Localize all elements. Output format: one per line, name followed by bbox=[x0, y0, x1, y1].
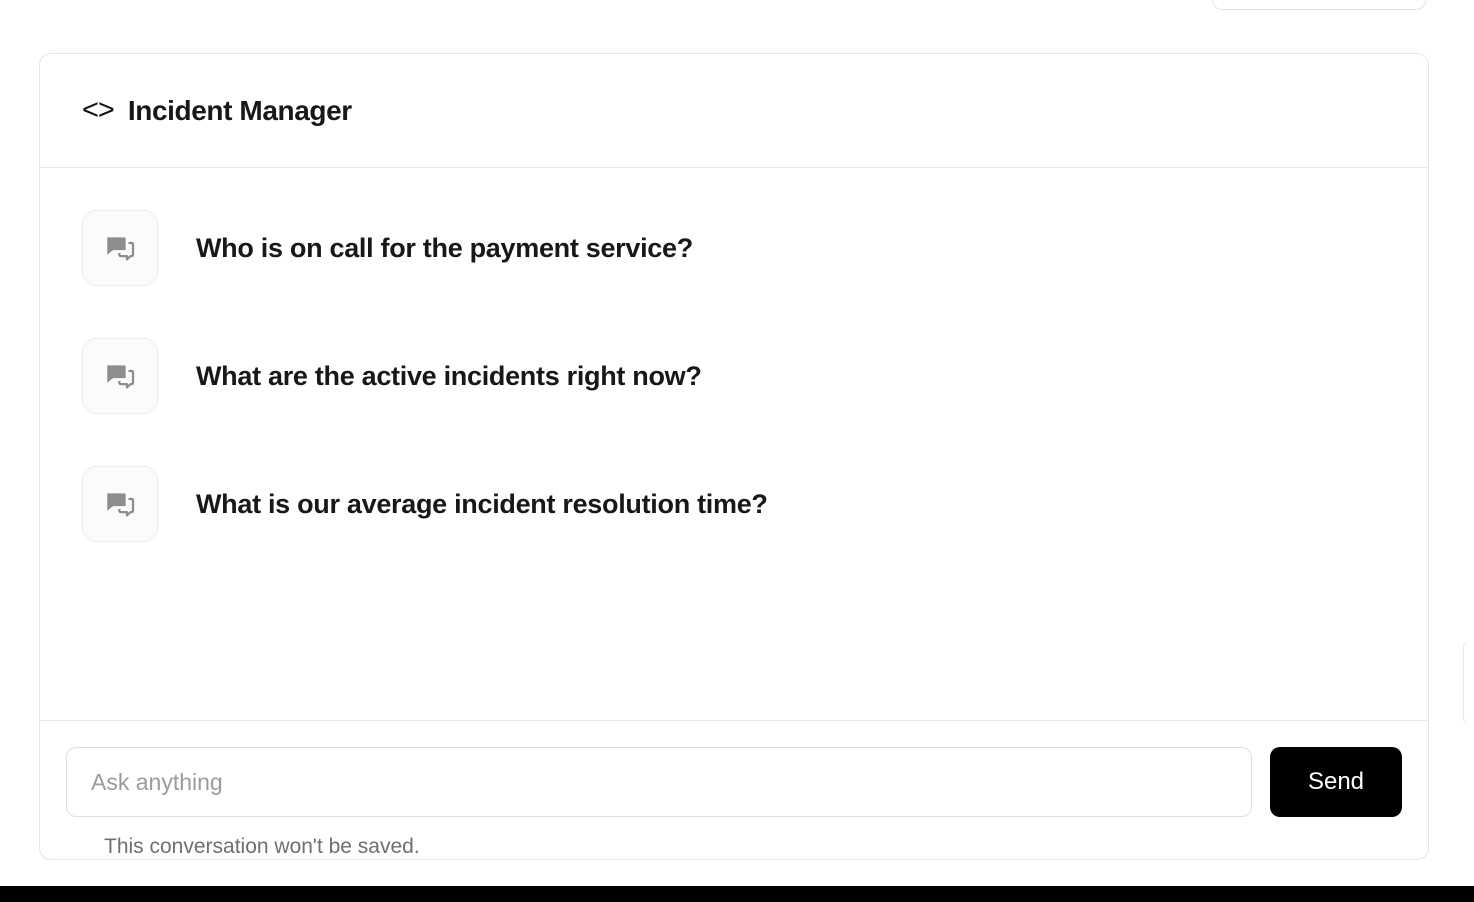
bottom-bar bbox=[0, 886, 1474, 902]
chat-bubble-icon bbox=[82, 466, 158, 542]
conversation-disclaimer: This conversation won't be saved. bbox=[104, 835, 420, 858]
list-item[interactable] bbox=[40, 466, 1428, 542]
page-title: Incident Manager bbox=[127, 94, 352, 126]
code-brackets-icon: <> bbox=[82, 94, 114, 126]
right-edge-panel-sliver bbox=[1463, 640, 1474, 726]
suggestion-list bbox=[40, 168, 1428, 720]
chat-bubble-icon bbox=[82, 210, 158, 286]
suggestion-label: Who is on call for the payment service? bbox=[196, 232, 693, 263]
incident-manager-card bbox=[39, 53, 1429, 860]
top-partial-control[interactable] bbox=[1212, 0, 1426, 10]
chat-bubble-icon bbox=[82, 338, 158, 414]
suggestion-label: What is our average incident resolution time? bbox=[196, 488, 768, 519]
list-item[interactable] bbox=[40, 338, 1428, 414]
ask-input[interactable] bbox=[66, 747, 1252, 817]
composer-row bbox=[66, 747, 1402, 817]
card-header bbox=[40, 54, 1428, 168]
list-item[interactable] bbox=[40, 210, 1428, 286]
send-button[interactable]: Send bbox=[1270, 747, 1402, 817]
suggestion-label: What are the active incidents right now? bbox=[196, 360, 702, 391]
composer-area bbox=[40, 720, 1428, 859]
